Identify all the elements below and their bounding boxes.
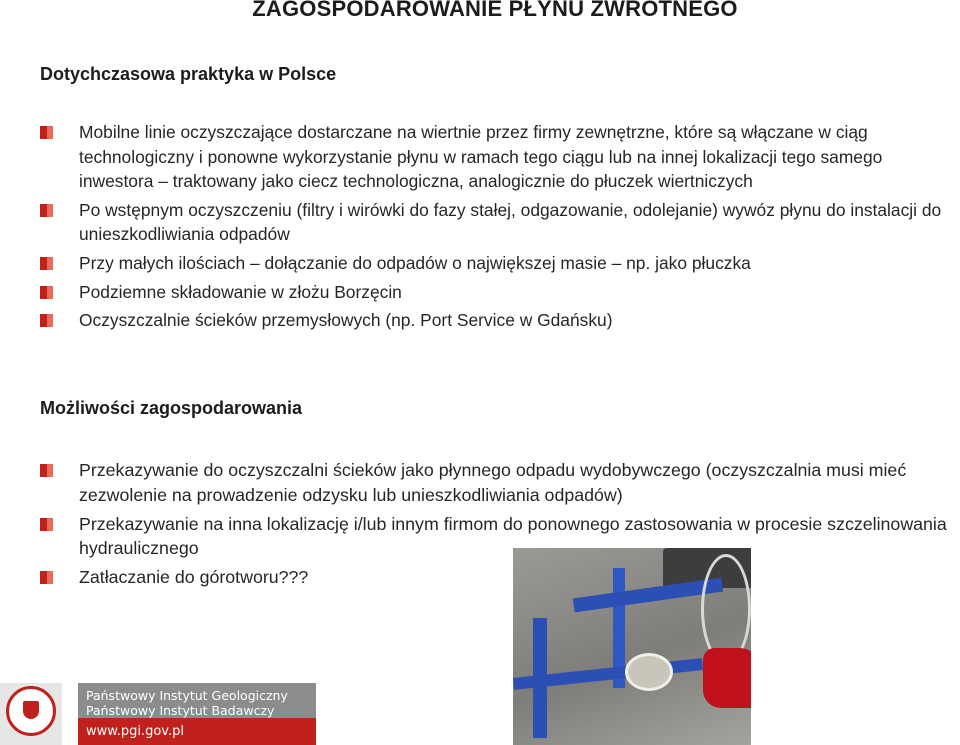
bullet-text: Przekazywanie na inna lokalizację i/lub innym firmom do ponownego zastosowania w procesie szczelinowania hydraulicznego [79,513,947,559]
bullet-marker-icon [40,204,53,217]
photo-bucket [625,653,673,691]
bullet-text: Przy małych ilościach – dołączanie do odpadów o największej masie – np. jako płuczka [79,252,751,273]
footer-url-strip [78,718,316,745]
bullet-item [40,198,958,247]
bullet-marker-icon [40,571,53,584]
bullet-marker-icon [40,464,53,477]
bullet-marker-icon [40,257,53,270]
pgi-seal-icon [6,686,56,736]
footer-institute-subtitle: Państwowy Instytut Badawczy [86,703,275,718]
bullet-text: Podziemne składowanie w złożu Borzęcin [79,281,402,302]
bullet-item [40,565,958,590]
bullet-text: Mobilne linie oczyszczające dostarczane na wiertnie przez firmy zewnętrzne, które są włączane w ciąg technologiczny i ponowne wykorzystanie płynu w ramach tego ciągu lub na innej lokalizacji tego samego inwestora – traktowany jako ciecz technologiczna, analogicznie do płuczek wiertniczych [79,122,883,192]
bullet-text: Zatłaczanie do górotworu??? [79,567,309,588]
section-heading-current-practice: Dotychczasowa praktyka w Polsce [40,64,337,84]
bullet-text: Przekazywanie do oczyszczalni ścieków jako płynnego odpadu wydobywczego (oczyszczalnia musi mieć zezwolenie na prowadzenie odzysku lub unieszkodliwiania odpadów) [79,460,907,505]
bullet-item [40,120,958,194]
bullet-item [40,308,958,333]
bullet-item [40,280,958,305]
bullet-item [40,512,958,562]
bullet-text: Po wstępnym oczyszczeniu (filtry i wirówki do fazy stałej, odgazowanie, odolejanie) wywóz płynu do instalacji do unieszkodliwiania odpadów [79,199,942,245]
bullet-list-possibilities [40,458,958,594]
bullet-list-current-practice [40,120,958,337]
footer-institute-name: Państwowy Instytut Geologiczny [86,688,288,703]
site-photo [513,548,751,745]
bullet-marker-icon [40,314,53,327]
footer-url-link[interactable]: www.pgi.gov.pl [86,724,184,739]
bullet-item [40,251,958,276]
pgi-logo [0,683,62,745]
bullet-marker-icon [40,518,53,531]
slide-title: ZAGOSPODAROWANIE PŁYNU ZWROTNEGO [252,0,738,21]
section-heading-possibilities: Możliwości zagospodarowania [40,398,303,418]
bullet-text: Oczyszczalnie ścieków przemysłowych (np. Port Service w Gdańsku) [79,310,613,331]
bullet-marker-icon [40,126,53,139]
photo-red-cloth [703,648,751,708]
bullet-marker-icon [40,286,53,299]
bullet-item [40,458,958,508]
